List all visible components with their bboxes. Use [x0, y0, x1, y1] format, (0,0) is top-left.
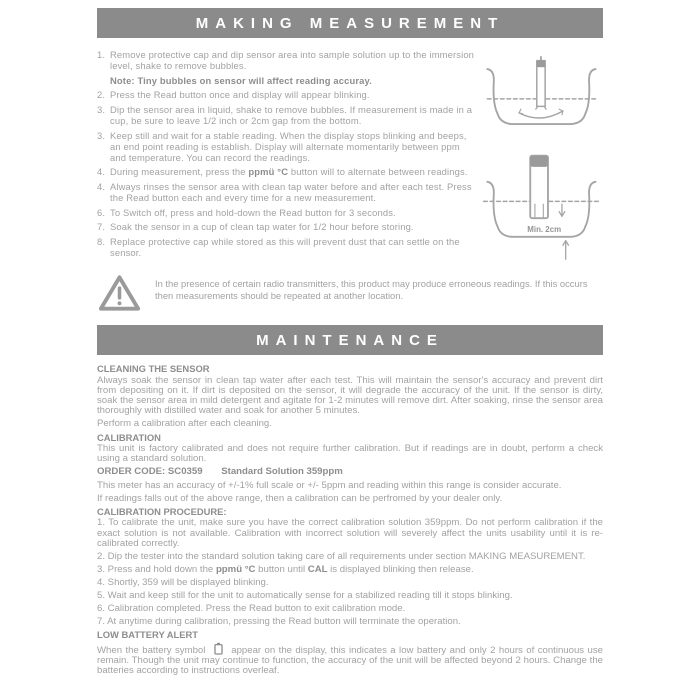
- text-segment: Always rinses the sensor area with clean tap water before and after each test. Press the Read button each and every time for a new measurement.: [110, 180, 472, 204]
- step-number: 7.: [97, 221, 106, 233]
- text-segment: 1. To calibrate the unit, make sure you have the correct calibration solution 359ppm. Do not perform calibration if the exact solution is not available. Calibration with incorrect solution will severely affect the units usability until it is re-calibrated correctly.: [97, 517, 603, 549]
- measurement-step: [97, 104, 477, 126]
- text-segment: Soak the sensor in a cup of clean tap water for 1/2 hour before storing.: [110, 221, 414, 233]
- maintenance-paragraph: [97, 565, 603, 575]
- maintenance-heading: LOW BATTERY ALERT: [97, 629, 199, 641]
- text-segment: 7. At anytime during calibration, pressing the Read button will terminate the operation.: [97, 616, 461, 628]
- step-number: 6.: [97, 206, 106, 218]
- text-segment: Keep still and wait for a stable reading. When the display stops blinking and beeps, an end point reading is establish. Display will alternate momentarily between ppm and temperature. You can record the readings.: [110, 129, 467, 163]
- text-segment: Press the Read button once and display will appear blinking.: [110, 89, 370, 101]
- text-segment: appear on the display, this indicates a low battery and only 2 hours of continuous use remain. Though the unit may continue to function, the accuracy of the unit will be affected beyond 2 hours. Change the batteries according to instructions overleaf.: [97, 644, 604, 677]
- step-text: [110, 221, 477, 232]
- text-segment: 3. Press and hold down the: [97, 563, 216, 575]
- text-segment: 6. Calibration completed. Press the Read button to exit calibration mode.: [97, 603, 406, 615]
- maintenance-paragraph: [97, 444, 603, 465]
- text-segment: button will to alternate between readings.: [288, 166, 468, 178]
- maintenance-paragraph: [97, 642, 603, 677]
- maintenance-paragraph: [97, 617, 603, 627]
- maintenance-heading: CLEANING THE SENSOR: [97, 363, 210, 374]
- step-number: 4.: [97, 166, 106, 178]
- step-text: [110, 207, 477, 218]
- tester-cap: [530, 156, 548, 167]
- beaker-dip-diagram: [478, 49, 603, 146]
- step-text: [110, 49, 477, 71]
- maintenance-paragraph: [97, 518, 603, 549]
- warning-triangle-icon: [97, 273, 142, 313]
- measurement-diagrams: [477, 49, 603, 268]
- step-number: 1.: [97, 49, 106, 60]
- section-header-making-measurement: [97, 8, 603, 38]
- measurement-step: [97, 221, 477, 232]
- section-header-maintenance: [97, 325, 603, 355]
- text-segment: is displayed blinking then release.: [327, 563, 474, 575]
- radio-warning: [97, 273, 603, 313]
- section-title: MAKING MEASUREMENT: [195, 14, 505, 32]
- measurement-step: [97, 181, 477, 203]
- text-segment: 4. Shortly, 359 will be displayed blinking.: [97, 577, 269, 589]
- measurement-step: [97, 236, 477, 258]
- step-text: [110, 130, 477, 163]
- step-number: 8.: [97, 235, 106, 247]
- battery-icon: [212, 642, 225, 655]
- text-segment: 5. Wait and keep still for the unit to automatically sense for a stabilized reading till it stops blinking.: [97, 590, 513, 602]
- step-text: [110, 236, 477, 258]
- measurement-note: [97, 75, 477, 86]
- maintenance-paragraph: [97, 419, 603, 429]
- text-segment: ORDER CODE: SC0359: [97, 466, 203, 478]
- maintenance-paragraph: [97, 494, 603, 504]
- text-segment: To Switch off, press and hold-down the Read button for 3 seconds.: [110, 206, 396, 218]
- measurement-step: [97, 166, 477, 177]
- measurement-step: [97, 130, 477, 163]
- text-segment: [203, 466, 222, 477]
- text-segment: Perform a calibration after each cleaning.: [97, 418, 272, 430]
- measurement-step: [97, 49, 477, 71]
- text-segment: ppmü °C: [248, 166, 289, 178]
- measurement-step: [97, 89, 477, 100]
- maintenance-paragraph: [97, 578, 603, 588]
- text-segment: When the battery symbol: [97, 644, 209, 656]
- text-segment: Replace protective cap while stored as this will prevent dust that can settle on the sensor.: [110, 235, 460, 258]
- measurement-section: [97, 49, 603, 268]
- maintenance-paragraph: [97, 376, 603, 417]
- text-segment: Standard Solution 359ppm: [221, 466, 343, 478]
- step-number: 4.: [97, 180, 106, 192]
- step-text: [110, 181, 477, 203]
- maintenance-paragraph: [97, 591, 603, 601]
- text-segment: button until: [255, 563, 308, 575]
- text-segment: This meter has an accuracy of +/-1% full scale or +/- 5ppm and reading within this range is consider accurate.: [97, 479, 562, 491]
- maintenance-paragraph: [97, 604, 603, 614]
- text-segment: During measurement, press the: [110, 166, 249, 178]
- maintenance-heading: CALIBRATION: [97, 431, 161, 443]
- text-segment: CAL: [307, 563, 328, 575]
- step-number: 2.: [97, 89, 106, 101]
- text-segment: This unit is factory calibrated and does not require further calibration. But if readings are in doubt, perform a check using a standard solution.: [97, 443, 603, 465]
- beaker-min-gap-diagram: [478, 146, 603, 268]
- step-text: [110, 75, 477, 86]
- step-text: [110, 166, 477, 177]
- text-segment: Note: Tiny bubbles on sensor will affect reading accuray.: [110, 74, 372, 86]
- text-segment: ppmü °C: [215, 563, 256, 575]
- step-text: [110, 104, 477, 126]
- maintenance-paragraph: [97, 552, 603, 562]
- maintenance-paragraph: [97, 467, 603, 477]
- text-segment: Dip the sensor area in liquid, shake to remove bubbles. If measurement is made in a cup, be sure to leave 1/2 inch or 2cm gap from the bottom.: [110, 103, 473, 126]
- section-title: MAINTENANCE: [256, 331, 444, 349]
- warning-text: In the presence of certain radio transmitters, this product may produce erroneous readings. If this occurs then measurements should be repeated at another location.: [155, 278, 588, 301]
- maintenance-paragraph: [97, 481, 603, 491]
- min-gap-label: Min. 2cm: [526, 225, 561, 235]
- measurement-steps: [97, 49, 477, 268]
- text-segment: If readings falls out of the above range, then a calibration can be perfromed by your dealer only.: [97, 492, 503, 504]
- step-number: 3.: [97, 129, 106, 141]
- step-number: 3.: [97, 103, 106, 115]
- measurement-step: [97, 207, 477, 218]
- step-text: [110, 89, 477, 100]
- maintenance-content: [97, 364, 603, 677]
- maintenance-heading: CALIBRATION PROCEDURE:: [97, 505, 227, 517]
- probe-cap: [536, 61, 544, 68]
- text-segment: Always soak the sensor in clean tap water after each test. This will maintain the sensor's accuracy and prevent dirt from depositing on it. If dirt is deposited on the sensor, it will degrade the accuracy of the unit. If the sensor is dirty, soak the sensor area in mild detergent and agitate for 1-2 minutes will remove dirt. After soaking, rinse the sensor area thoroughly with distilled water and soak for another 5 minutes.: [97, 374, 603, 417]
- text-segment: Remove protective cap and dip sensor area into sample solution up to the immersion level, shake to remove bubbles.: [110, 49, 475, 72]
- text-segment: 2. Dip the tester into the standard solution taking care of all requirements under section MAKING MEASUREMENT.: [97, 550, 586, 562]
